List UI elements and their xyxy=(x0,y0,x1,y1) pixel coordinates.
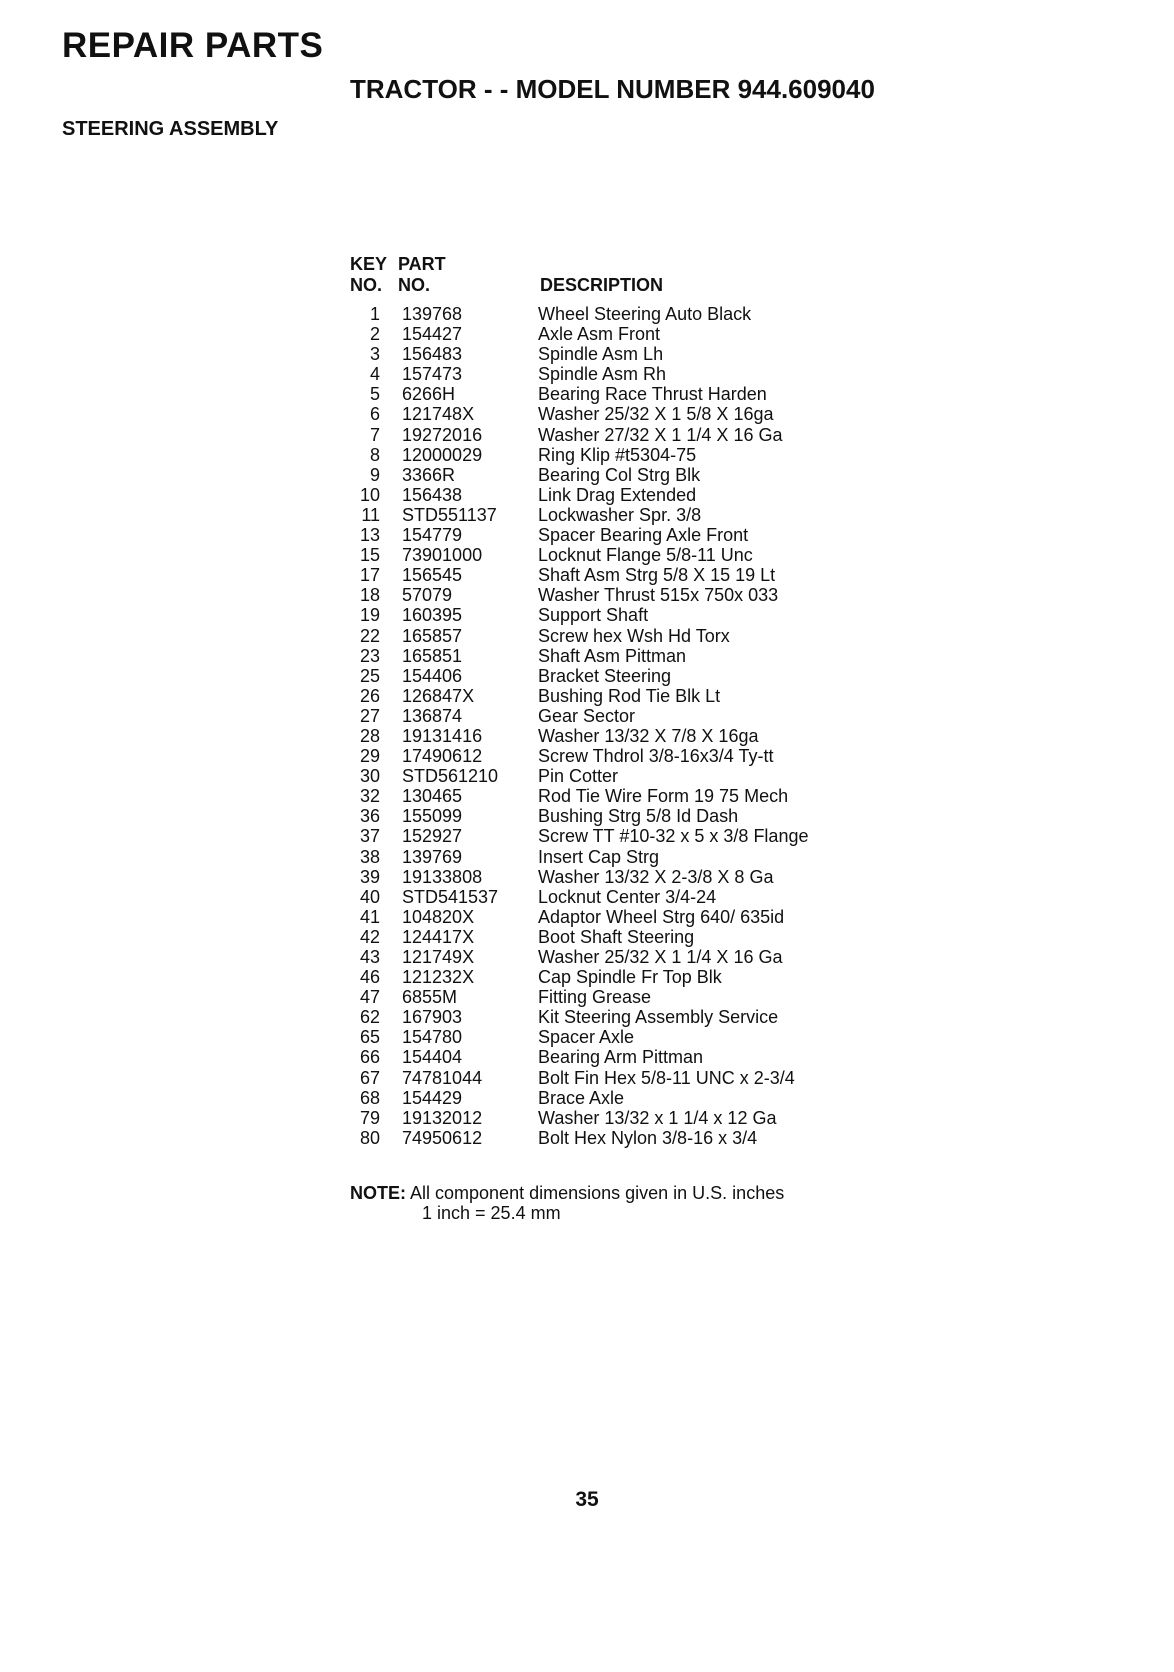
description-cell: Screw hex Wsh Hd Torx xyxy=(538,625,730,646)
part-number-cell: 74781044 xyxy=(402,1067,483,1088)
description-cell: Shaft Asm Strg 5/8 X 15 19 Lt xyxy=(538,565,776,586)
note xyxy=(350,1183,784,1223)
key-cell: 19 xyxy=(359,605,380,626)
part-number-cell: 6266H xyxy=(402,384,456,405)
description-cell: Washer 13/32 X 2-3/8 X 8 Ga xyxy=(538,866,774,887)
part-number-cell: 12000029 xyxy=(402,444,483,465)
note-label: NOTE: xyxy=(350,1183,406,1203)
description-cell: Rod Tie Wire Form 19 75 Mech xyxy=(538,786,789,807)
part-number-cell: 167903 xyxy=(402,1007,463,1028)
description-cell: Axle Asm Front xyxy=(538,324,661,345)
section-heading: STEERING ASSEMBLY xyxy=(62,118,279,140)
description-cell: Cap Spindle Fr Top Blk xyxy=(538,967,722,988)
description-cell: Gear Sector xyxy=(538,705,636,726)
part-number-cell: 156545 xyxy=(402,565,463,586)
description-cell: Bracket Steering xyxy=(538,665,672,686)
part-number-cell: 3366R xyxy=(402,464,456,485)
description-cell: Brace Axle xyxy=(538,1087,625,1108)
model-number-heading: TRACTOR - - MODEL NUMBER 944.609040 xyxy=(350,74,875,104)
description-cell: Washer 25/32 X 1 5/8 X 16ga xyxy=(538,404,774,425)
part-header-line2: NO. xyxy=(398,275,431,295)
part-number-cell: 165851 xyxy=(402,645,463,666)
part-number-cell: 121232X xyxy=(402,967,475,988)
part-number-cell: 154779 xyxy=(402,525,463,546)
key-cell: 43 xyxy=(359,947,380,967)
description-cell: Shaft Asm Pittman xyxy=(538,645,687,666)
description-cell: Adaptor Wheel Strg 640/ 635id xyxy=(538,906,785,927)
part-number-cell: 17490612 xyxy=(402,746,483,767)
description-cell: Spacer Bearing Axle Front xyxy=(538,525,749,546)
description-cell: Washer 27/32 X 1 1/4 X 16 Ga xyxy=(538,424,783,445)
key-cell: 62 xyxy=(359,1007,380,1028)
part-number-cell: 124417X xyxy=(402,926,475,947)
key-cell: 18 xyxy=(359,585,380,606)
description-cell: Washer 25/32 X 1 1/4 X 16 Ga xyxy=(538,947,783,967)
key-cell: 4 xyxy=(369,364,380,385)
key-cell: 30 xyxy=(359,766,380,787)
key-cell: 3 xyxy=(369,344,380,365)
key-cell: 38 xyxy=(359,846,380,867)
key-cell: 80 xyxy=(359,1127,380,1148)
key-cell: 22 xyxy=(359,625,380,646)
key-cell: 17 xyxy=(359,565,380,586)
key-cell: 32 xyxy=(359,786,380,807)
key-cell: 67 xyxy=(359,1067,380,1088)
page-title: REPAIR PARTS xyxy=(62,26,324,65)
description-cell: Bolt Hex Nylon 3/8-16 x 3/4 xyxy=(538,1127,758,1148)
part-number-cell: 154429 xyxy=(402,1087,463,1108)
note-line-2: 1 inch = 25.4 mm xyxy=(422,1203,561,1223)
key-cell: 79 xyxy=(359,1107,380,1128)
description-cell: Washer 13/32 x 1 1/4 x 12 Ga xyxy=(538,1107,777,1128)
part-number-cell: 154780 xyxy=(402,1027,463,1048)
key-cell: 47 xyxy=(359,987,380,1008)
part-number-cell: 6855M xyxy=(402,987,458,1008)
part-number-cell: 73901000 xyxy=(402,545,483,566)
key-cell: 11 xyxy=(361,504,380,525)
description-cell: Bearing Arm Pittman xyxy=(538,1047,704,1068)
part-number-cell: 156438 xyxy=(402,484,463,505)
key-header-line2: NO. xyxy=(350,275,383,295)
key-cell: 25 xyxy=(359,665,380,686)
description-header: DESCRIPTION xyxy=(540,275,664,295)
key-cell: 41 xyxy=(359,906,380,927)
description-cell: Spindle Asm Lh xyxy=(538,344,664,365)
description-cell: Spindle Asm Rh xyxy=(538,364,667,385)
key-cell: 68 xyxy=(359,1087,380,1108)
key-cell: 13 xyxy=(359,525,380,546)
part-number-cell: 104820X xyxy=(402,906,475,927)
description-cell: Bearing Race Thrust Harden xyxy=(538,384,767,405)
key-cell: 7 xyxy=(369,424,380,445)
part-number-cell: 121749X xyxy=(402,947,475,967)
part-number-cell: 126847X xyxy=(402,685,475,706)
description-cell: Spacer Axle xyxy=(538,1027,635,1048)
part-number-cell: 155099 xyxy=(402,806,463,827)
description-cell: Locknut Flange 5/8-11 Unc xyxy=(538,545,753,566)
description-cell: Bushing Rod Tie Blk Lt xyxy=(538,685,721,706)
part-number-cell: 160395 xyxy=(402,605,463,626)
key-cell: 46 xyxy=(359,967,380,988)
part-number-cell: 121748X xyxy=(402,404,475,425)
description-cell: Screw TT #10-32 x 5 x 3/8 Flange xyxy=(538,826,809,847)
part-number-cell: 136874 xyxy=(402,705,463,726)
part-number-cell: 19131416 xyxy=(402,725,483,746)
key-cell: 2 xyxy=(369,324,380,345)
key-cell: 28 xyxy=(359,725,380,746)
description-cell: Pin Cotter xyxy=(538,766,619,787)
key-cell: 1 xyxy=(369,304,380,324)
part-number-cell: 19133808 xyxy=(402,866,483,887)
description-cell: Kit Steering Assembly Service xyxy=(538,1007,779,1028)
page-number: 35 xyxy=(575,1488,599,1511)
key-cell: 36 xyxy=(359,806,380,827)
part-number-cell: 130465 xyxy=(402,786,463,807)
key-cell: 6 xyxy=(369,404,380,425)
description-cell: Fitting Grease xyxy=(538,987,652,1008)
key-cell: 40 xyxy=(359,886,380,907)
part-number-cell: 165857 xyxy=(402,625,463,646)
description-cell: Washer 13/32 X 7/8 X 16ga xyxy=(538,725,759,746)
description-cell: Ring Klip #t5304-75 xyxy=(538,444,697,465)
part-number-cell: 152927 xyxy=(402,826,463,847)
part-number-cell: 154406 xyxy=(402,665,463,686)
key-cell: 66 xyxy=(359,1047,380,1068)
description-cell: Bushing Strg 5/8 Id Dash xyxy=(538,806,739,827)
part-number-cell: 154404 xyxy=(402,1047,463,1068)
part-number-cell: 154427 xyxy=(402,324,463,345)
note-text: All component dimensions given in U.S. inches xyxy=(410,1183,785,1203)
description-cell: Insert Cap Strg xyxy=(538,846,660,867)
key-cell: 23 xyxy=(359,645,380,666)
key-cell: 39 xyxy=(359,866,380,887)
part-number-cell: 157473 xyxy=(402,364,463,385)
description-cell: Screw Thdrol 3/8-16x3/4 Ty-tt xyxy=(538,746,774,767)
key-cell: 10 xyxy=(359,484,380,505)
part-number-cell: STD561210 xyxy=(402,766,499,787)
key-cell: 42 xyxy=(359,926,380,947)
key-cell: 26 xyxy=(359,685,380,706)
key-cell: 9 xyxy=(369,464,380,485)
part-number-cell: 19132012 xyxy=(402,1107,483,1128)
part-number-cell: 139769 xyxy=(402,846,463,867)
description-cell: Bolt Fin Hex 5/8-11 UNC x 2-3/4 xyxy=(538,1067,795,1088)
part-number-cell: STD551137 xyxy=(402,504,497,525)
part-number-cell: 74950612 xyxy=(402,1127,483,1148)
key-cell: 27 xyxy=(359,705,380,726)
description-cell: Lockwasher Spr. 3/8 xyxy=(538,504,702,525)
key-cell: 65 xyxy=(359,1027,380,1048)
key-cell: 29 xyxy=(359,746,380,767)
part-number-cell: 57079 xyxy=(402,585,453,606)
key-cell: 15 xyxy=(359,545,380,566)
description-cell: Bearing Col Strg Blk xyxy=(538,464,701,485)
description-cell: Boot Shaft Steering xyxy=(538,926,695,947)
part-number-cell: STD541537 xyxy=(402,886,499,907)
part-number-cell: 156483 xyxy=(402,344,463,365)
key-cell: 5 xyxy=(369,384,380,405)
description-cell: Wheel Steering Auto Black xyxy=(538,304,752,324)
key-cell: 37 xyxy=(359,826,380,847)
description-cell: Support Shaft xyxy=(538,605,649,626)
part-number-cell: 139768 xyxy=(402,304,463,324)
part-header-line1: PART xyxy=(398,254,446,274)
description-cell: Link Drag Extended xyxy=(538,484,697,505)
description-cell: Locknut Center 3/4-24 xyxy=(538,886,717,907)
description-cell: Washer Thrust 515x 750x 033 xyxy=(538,585,779,606)
key-cell: 8 xyxy=(369,444,380,465)
key-header-line1: KEY xyxy=(350,254,388,274)
part-number-cell: 19272016 xyxy=(402,424,483,445)
note-line-1 xyxy=(350,1183,784,1203)
